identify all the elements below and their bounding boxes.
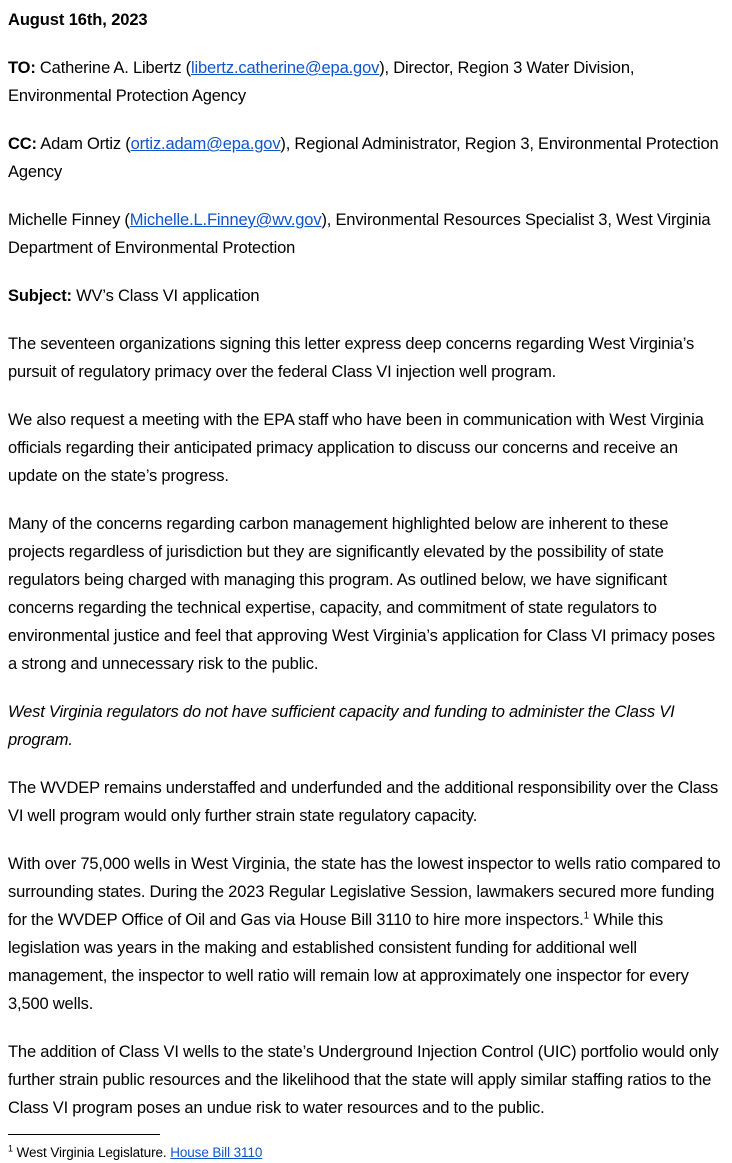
subject-label: Subject: — [8, 287, 72, 305]
body-paragraph-3: Many of the concerns regarding carbon management highlighted below are inherent to these projects regardless of jurisdiction but they are significantly elevated by the possibility of state regulators being charged with managing this program. As outlined below, we have significant concerns regarding the technical expertise, capacity, and commitment of state regulators to environmental justice and feel that approving West Virginia’s application for Class VI primacy poses a strong and unnecessary risk to the public. — [8, 515, 715, 673]
wells-ratio-part1: With over 75,000 wells in West Virginia, the state has the lowest inspector to wells ratio compared to surrounding states. During the 2023 Regular Legislative Session, lawmakers secured more funding for the WVDEP Office of Oil and Gas via House Bill 3110 to hire more inspectors. — [8, 855, 721, 929]
wells-ratio-part2: While this legislation was years in the making and established consistent funding for additional well management, the inspector to well ratio will remain low at approximately one inspector for every 3,500 wells. — [8, 911, 689, 1013]
subject-line — [8, 282, 724, 310]
third-text-before: Michelle Finney ( — [8, 211, 130, 229]
subject-text: WV’s Class VI application — [71, 287, 260, 305]
body-paragraph-wells-ratio — [8, 850, 724, 1018]
footnote-entry — [8, 1143, 724, 1163]
footnote-marker-inline[interactable]: 1 — [583, 910, 590, 922]
to-text-after: ), Director, Region 3 Water Division, Environmental Protection Agency — [8, 59, 635, 105]
document-date: August 16th, 2023 — [8, 11, 148, 29]
footnote-number: 1 — [8, 1143, 13, 1154]
to-email-link[interactable]: libertz.catherine@epa.gov — [191, 59, 380, 77]
recipient-to-line — [8, 54, 724, 110]
body-paragraph-uic-portfolio: The addition of Class VI wells to the state’s Underground Injection Control (UIC) portfolio would only further strain public resources and the likelihood that the state will apply similar staffing ratios to the Class VI program poses an undue risk to water resources and to the public. — [8, 1043, 719, 1117]
third-text-after: ), Environmental Resources Specialist 3, West Virginia Department of Environmental Protection — [8, 211, 711, 257]
recipient-third-line — [8, 206, 724, 262]
cc-text-before: Adam Ortiz ( — [36, 135, 131, 153]
recipient-cc-line — [8, 130, 724, 186]
footnote-house-bill-link[interactable]: House Bill 3110 — [170, 1145, 263, 1160]
body-paragraph-1: The seventeen organizations signing this letter express deep concerns regarding West Virginia’s pursuit of regulatory primacy over the federal Class VI injection well program. — [8, 335, 695, 381]
cc-text-after: ), Regional Administrator, Region 3, Environmental Protection Agency — [8, 135, 719, 181]
body-paragraph-2: We also request a meeting with the EPA staff who have been in communication with West Virginia officials regarding their anticipated primacy application to discuss our concerns and receive an update on the state’s progress. — [8, 411, 704, 485]
to-text-before: Catherine A. Libertz ( — [35, 59, 191, 77]
to-label: TO: — [8, 59, 36, 77]
third-email-link[interactable]: Michelle.L.Finney@wv.gov — [129, 211, 322, 229]
body-paragraph-wvdep-understaffed: The WVDEP remains understaffed and underfunded and the additional responsibility over the Class VI well program would only further strain state regulatory capacity. — [8, 779, 719, 825]
cc-label: CC: — [8, 135, 37, 153]
section-heading-capacity-funding: West Virginia regulators do not have sufficient capacity and funding to administer the Class VI program. — [8, 703, 675, 749]
footnote-text: West Virginia Legislature. — [12, 1145, 171, 1160]
cc-email-link[interactable]: ortiz.adam@epa.gov — [130, 135, 281, 153]
footnote-separator — [8, 1134, 160, 1135]
